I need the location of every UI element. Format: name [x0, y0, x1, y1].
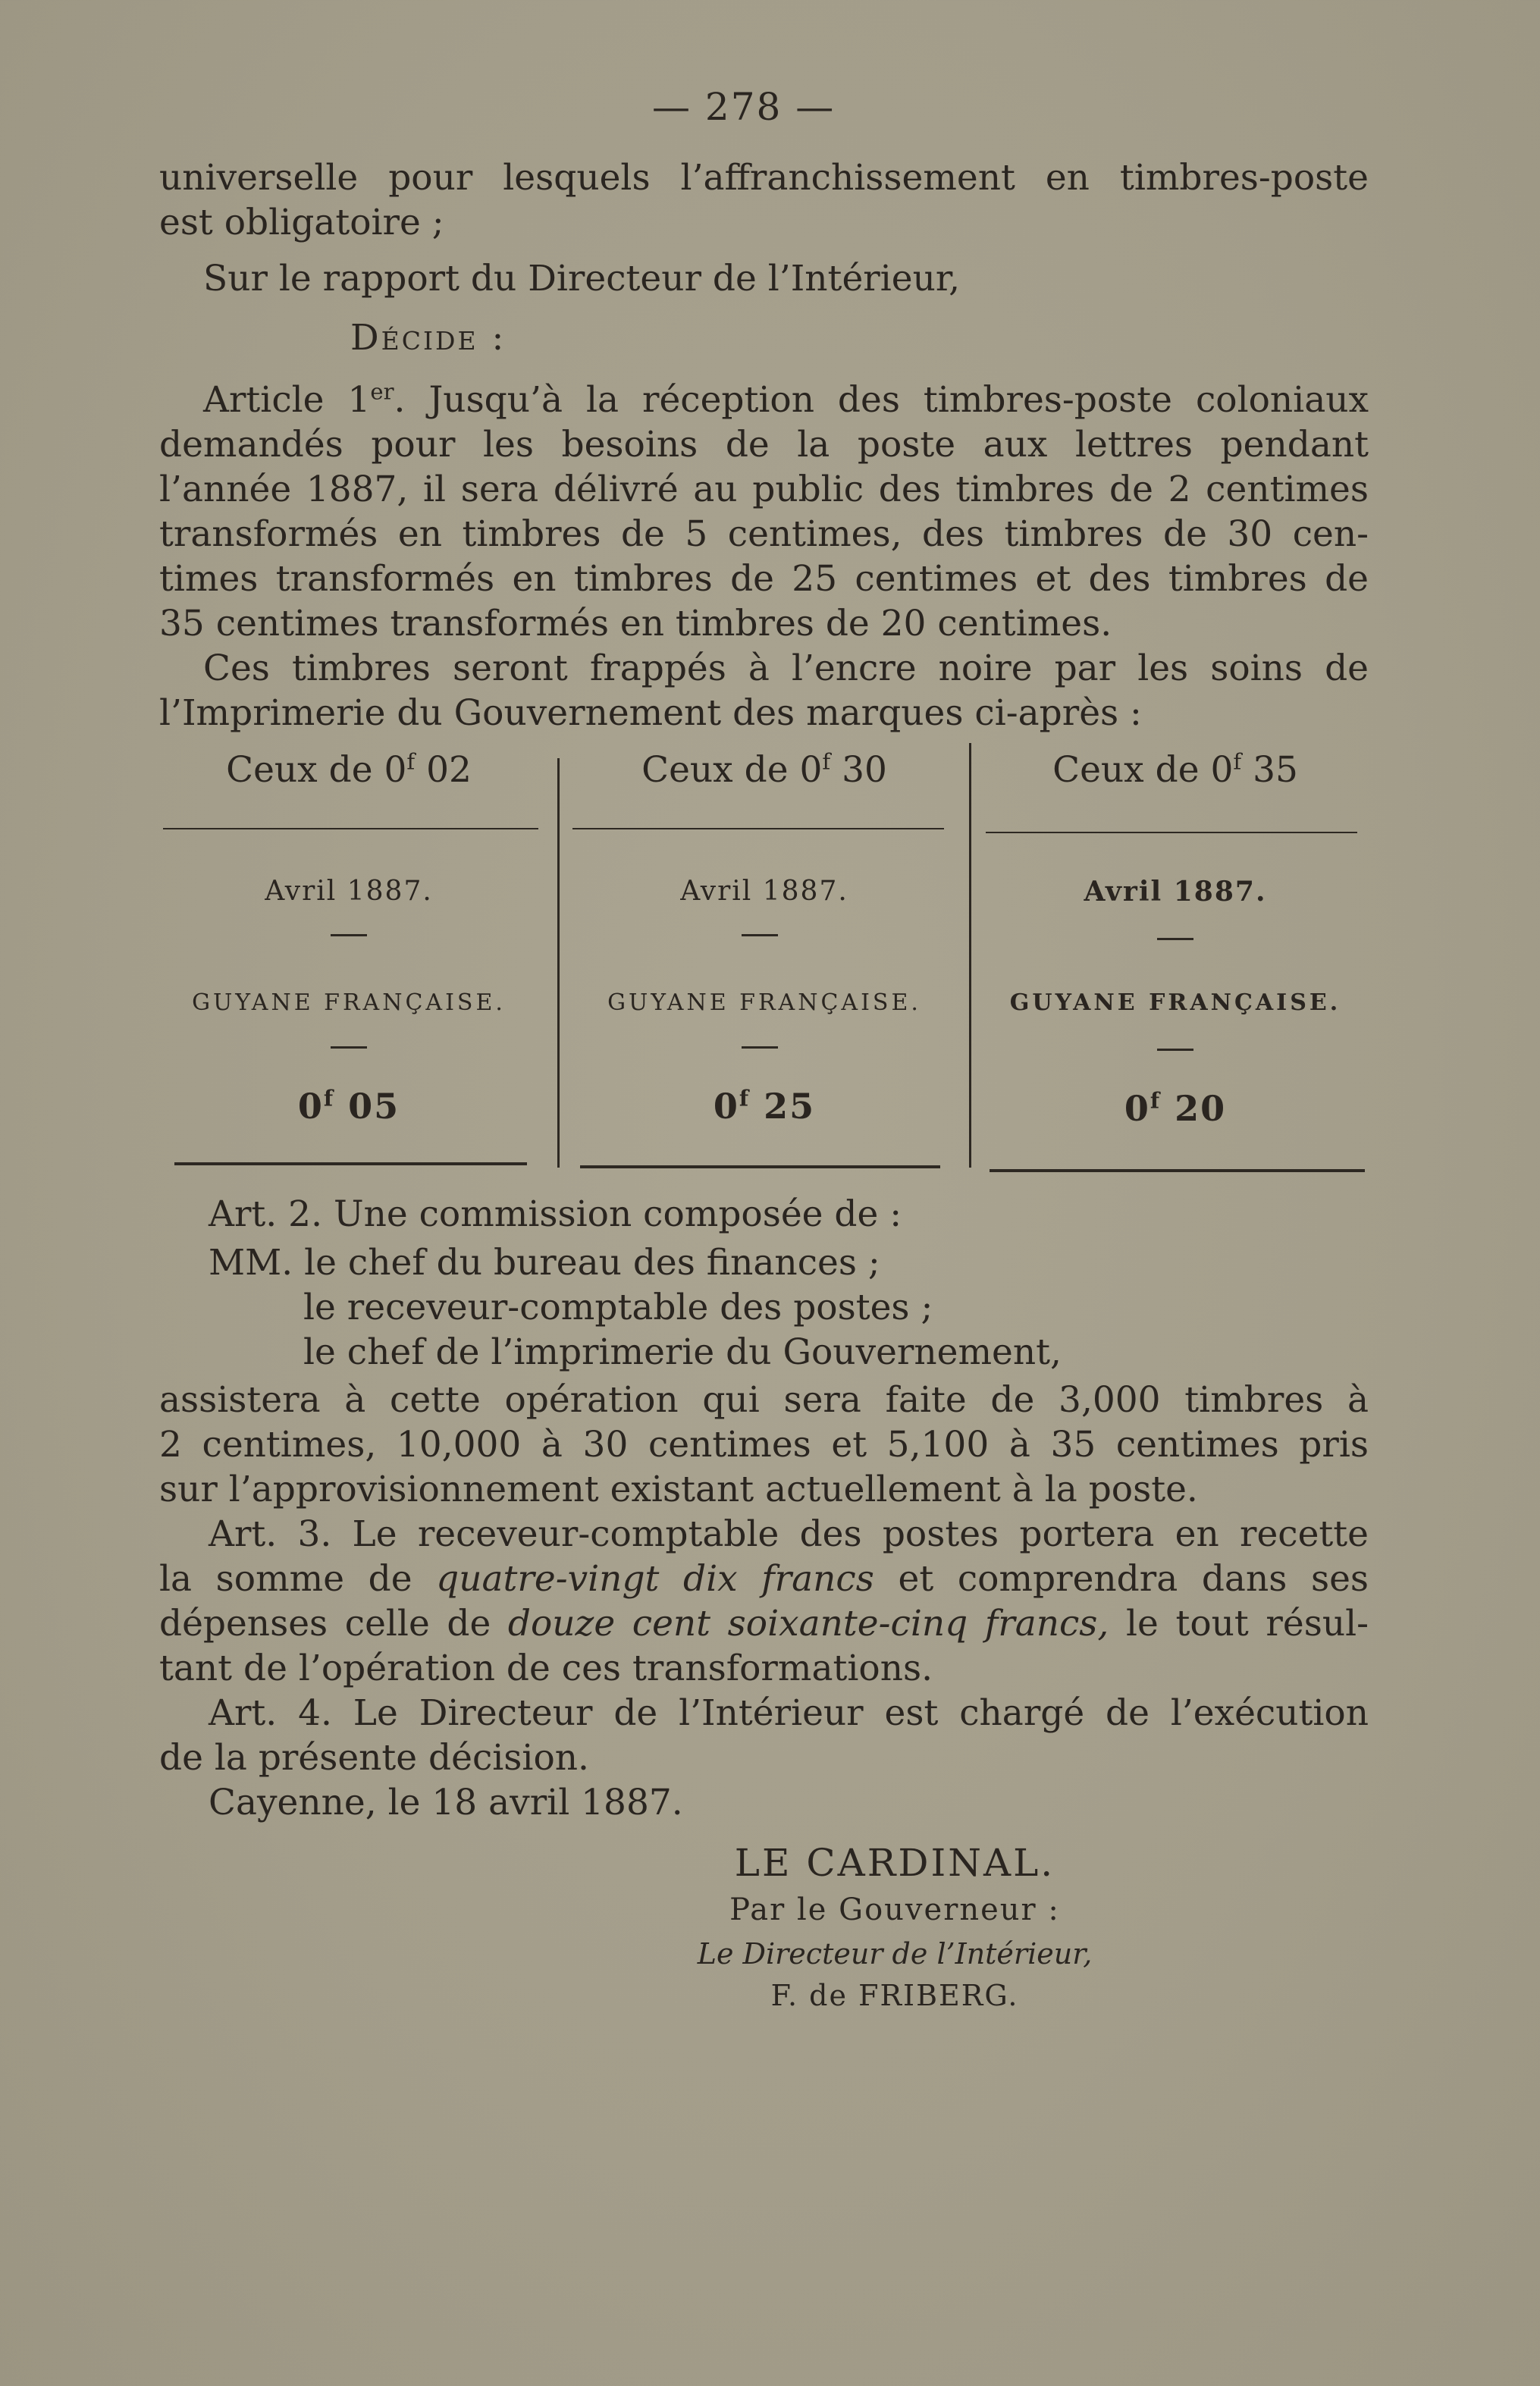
- text-line: 35 centimes transformés en timbres de 20 centimes.: [159, 603, 1112, 644]
- signature-role: Le Directeur de l’Intérieur,: [697, 1937, 1093, 1971]
- italic-amount: quatre-vingt dix francs: [436, 1558, 874, 1600]
- text-line: Sur le rapport du Directeur de l’Intérieur,: [203, 258, 961, 299]
- text-line: de la présente décision.: [159, 1737, 589, 1779]
- text-line: tant de l’opération de ces transformations.: [159, 1648, 933, 1689]
- text-line: l’année 1887, il sera délivré au public des timbres de 2 centimes: [159, 469, 1369, 510]
- stamp-date: Avril 1887.: [265, 876, 433, 907]
- rule: [572, 828, 944, 829]
- text-line: Art. 3. Le receveur-comptable des postes portera en recette: [209, 1513, 1369, 1555]
- column-header: Ceux de 0$^f$ 30: [641, 748, 887, 791]
- page-number: — 278 —: [652, 85, 836, 129]
- text-line: MM. le chef du bureau des finances ;: [209, 1242, 880, 1284]
- stamp-date: Avril 1887.: [1084, 876, 1267, 908]
- text-line: transformés en timbres de 5 centimes, des timbres de 30 cen-: [159, 513, 1369, 555]
- rule: [990, 1169, 1365, 1172]
- text-line: Art. 2. Une commission composée de :: [209, 1193, 902, 1235]
- text-line: times transformés en timbres de 25 centimes et des timbres de: [159, 558, 1369, 600]
- text-line: l’Imprimerie du Gouvernement des marques ci-après :: [159, 692, 1142, 734]
- rule: [174, 1162, 527, 1165]
- column-header: Ceux de 0$^f$ 02: [226, 748, 472, 791]
- article-1-label: Article 1: [203, 379, 371, 421]
- rule: [163, 828, 538, 829]
- stamp-value: 0$^f$ 05: [297, 1085, 400, 1127]
- text-line: dépenses celle de douze cent soixante-cinq francs, le tout résul-: [159, 1603, 1369, 1644]
- article-1-first-line: [203, 378, 1369, 422]
- superscript: er: [370, 378, 394, 405]
- rule: [331, 1046, 367, 1049]
- text-line: Art. 4. Le Directeur de l’Intérieur est chargé de l’exécution: [209, 1692, 1369, 1734]
- stamp-place: GUYANE FRANÇAISE.: [1009, 989, 1341, 1016]
- text-line: le receveur-comptable des postes ;: [303, 1287, 933, 1328]
- text-line: la somme de quatre-vingt dix francs et comprendra dans ses: [159, 1558, 1369, 1600]
- text-line: Ces timbres seront frappés à l’encre noire par les soins de: [203, 647, 1369, 689]
- decision-heading: Décide :: [350, 317, 507, 359]
- stamp-value: 0$^f$ 20: [1124, 1087, 1227, 1129]
- stamp-place: GUYANE FRANÇAISE.: [192, 989, 506, 1016]
- rule: [742, 934, 778, 936]
- stamp-place: GUYANE FRANÇAISE.: [607, 989, 921, 1016]
- text-line: est obligatoire ;: [159, 202, 444, 243]
- text-line: le chef de l’imprimerie du Gouvernement,: [303, 1331, 1062, 1373]
- stamp-value: 0$^f$ 25: [713, 1085, 816, 1127]
- rule: [331, 934, 367, 936]
- date-place-line: Cayenne, le 18 avril 1887.: [209, 1782, 683, 1823]
- text-line: . Jusqu’à la réception des timbres-poste coloniaux: [394, 379, 1369, 421]
- text-line: assistera à cette opération qui sera faite de 3,000 timbres à: [159, 1379, 1369, 1421]
- column-divider: [557, 758, 560, 1168]
- italic-amount: douze cent soixante-cinq francs,: [507, 1603, 1109, 1644]
- signer-name: F. de FRIBERG.: [770, 1979, 1019, 2012]
- rule: [986, 832, 1357, 833]
- column-header: Ceux de 0$^f$ 35: [1052, 748, 1298, 791]
- stamp-date: Avril 1887.: [680, 876, 848, 907]
- text-line: sur l’approvisionnement existant actuellement à la poste.: [159, 1469, 1198, 1510]
- text-line: demandés pour les besoins de la poste aux lettres pendant: [159, 424, 1369, 466]
- rule: [742, 1046, 778, 1049]
- rule: [1157, 938, 1193, 940]
- text-line: universelle pour lesquels l’affranchissement en timbres-poste: [159, 157, 1369, 199]
- column-divider: [969, 743, 971, 1168]
- rule: [1157, 1049, 1193, 1051]
- signature-by: Par le Gouverneur :: [729, 1892, 1060, 1927]
- signatory-name: LE CARDINAL.: [734, 1841, 1055, 1885]
- rule: [580, 1165, 940, 1168]
- text-line: 2 centimes, 10,000 à 30 centimes et 5,100 à 35 centimes pris: [159, 1424, 1369, 1466]
